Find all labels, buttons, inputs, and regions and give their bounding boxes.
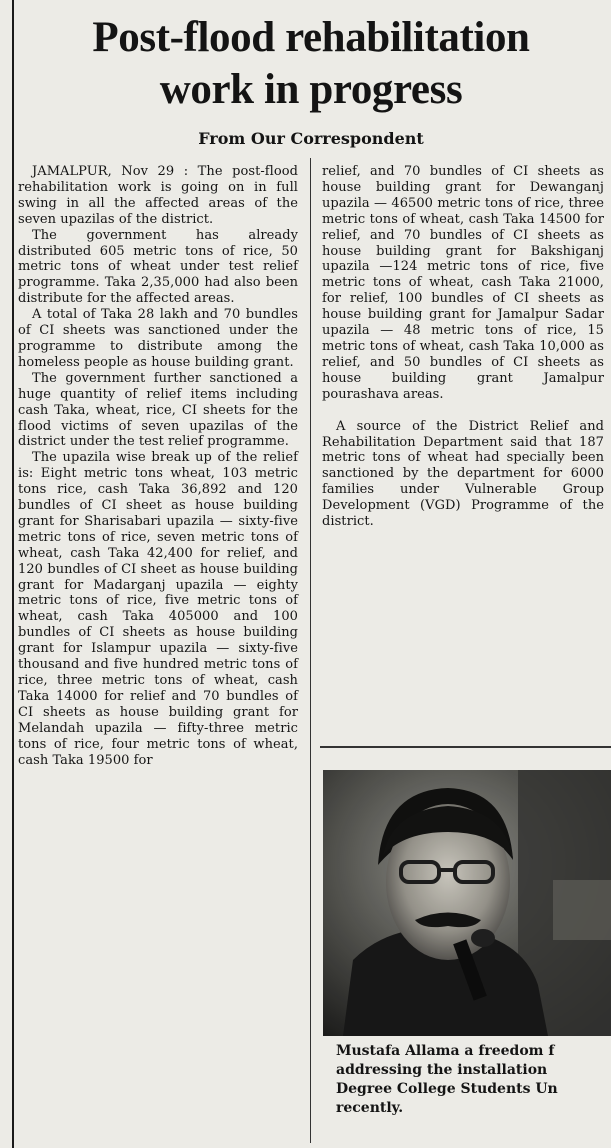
paragraph: The upazila wise break up of the relief is: Eight metric tons wheat, 103 metric tons rice, cash Taka 36,892 and 120 bundles of CI sheet as house building grant for Sharisabari upazila — sixty-five metric tons of rice, seven metric tons of wheat, cash Taka 42,400 for relief, and 120 bundles of CI sheet as house building grant for Madarganj upazila — eighty metric tons of rice, five metric tons of wheat, cash Taka 405000 and 100 bundles of CI sheets as house building grant for Islampur upazila — sixty-five thousand and five hundred metric tons of rice, three metric tons of wheat, cash Taka 14000 for relief and 70 bundles of CI sheets as house building grant for Melandah upazila — fifty-three metric tons of rice, four metric tons of wheat, cash Taka 19500 for [18,450,298,768]
photo-caption [336,1042,611,1118]
caption-line: Mustafa Allama a freedom f [336,1043,555,1059]
column-border [12,0,14,1148]
paragraph-dateline: JAMALPUR, Nov 29 : The post-flood rehabilitation work is going on in full swing in all the affected areas of the seven upazilas of the district. [18,164,298,227]
paragraph-continued: relief, and 70 bundles of CI sheets as house building grant for Dewanganj upazila — 46500 metric tons of rice, three metric tons of wheat, cash Taka 14500 for relief, and 70 bundles of CI sheets as house building grant for Bakshiganj upazila —124 metric tons of rice, five metric tons of wheat, cash Taka 21000, for relief, 100 bundles of CI sheets as house building grant for Jamalpur Sadar upazila — 48 metric tons of rice, 15 metric tons of wheat, cash Taka 10,000 as relief, and 50 bundles of CI sheets as house building grant Jamalpur pourashava areas. [322,164,604,402]
article-column-left [18,164,298,768]
column-divider [310,158,311,1143]
caption-line: addressing the installation [336,1062,548,1078]
headline-line-1: Post-flood rehabilitation [92,14,530,61]
portrait-photo [323,770,611,1036]
photo-divider [320,746,611,748]
headline-line-2: work in progress [159,66,463,113]
paragraph: The government has already distributed 605 metric tons of rice, 50 metric tons of wheat under test relief programme. Taka 2,35,000 had also been distribute for the affected areas. [18,227,298,307]
paragraph: A source of the District Relief and Rehabilitation Department said that 187 metric tons of wheat had specially been sanctioned by the department for 6000 families under Vulnerable Group Development (VGD) Programme of the district. [322,418,604,530]
paragraph: The government further sanctioned a huge quantity of relief items including cash Taka, wheat, rice, CI sheets for the flood victims of seven upazilas of the district under the test relief programme. [18,370,298,450]
byline: From Our Correspondent [198,129,424,148]
headline [16,12,606,116]
paragraph: A total of Taka 28 lakh and 70 bundles of CI sheets was sanctioned under the programme to distribute among the homeless people as house building grant. [18,307,298,370]
caption-line: Degree College Students Un [336,1081,558,1097]
caption-line: recently. [336,1100,404,1116]
portrait-icon [323,770,611,1036]
article-column-right [322,164,604,530]
